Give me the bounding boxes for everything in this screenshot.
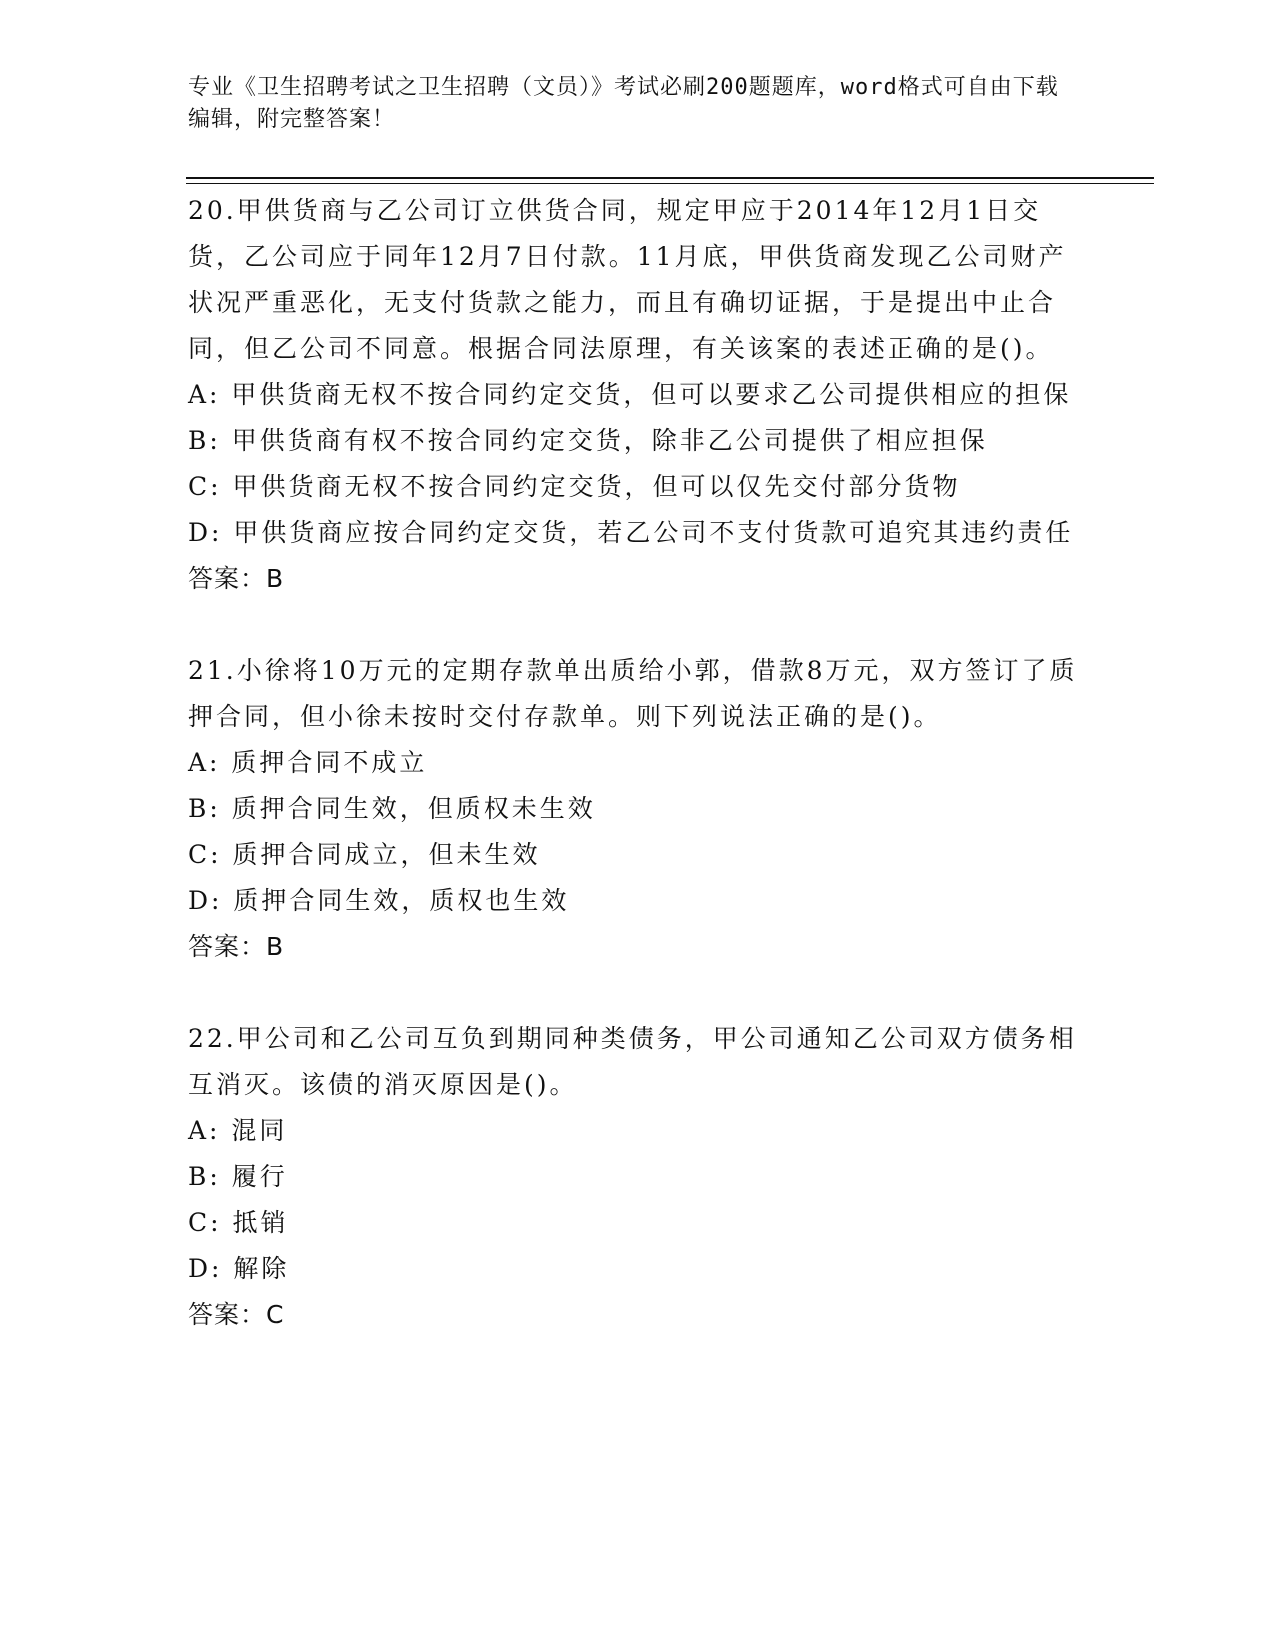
question-20 [188, 188, 1078, 602]
option-c: C: 质押合同成立，但未生效 [188, 840, 541, 869]
header-rule-thick [186, 177, 1154, 179]
question-text: 22.甲公司和乙公司互负到期同种类债务，甲公司通知乙公司双方债务相互消灭。该债的消灭原因是()。 [188, 1024, 1077, 1099]
option-a: A: 甲供货商无权不按合同约定交货，但可以要求乙公司提供相应的担保 [188, 380, 1072, 409]
option-c: C: 甲供货商无权不按合同约定交货，但可以仅先交付部分货物 [188, 472, 961, 501]
document-header: 专业《卫生招聘考试之卫生招聘（文员）》考试必刷200题题库，word格式可自由下载编辑，附完整答案！ [188, 75, 1059, 132]
answer: 答案：B [188, 564, 285, 593]
option-a: A: 混同 [188, 1116, 288, 1145]
question-21 [188, 648, 1078, 970]
question-gap [188, 970, 1078, 1016]
option-b: B: 质押合同生效，但质权未生效 [188, 794, 596, 823]
question-gap [188, 602, 1078, 648]
option-b: B: 甲供货商有权不按合同约定交货，除非乙公司提供了相应担保 [188, 426, 988, 455]
option-d: D: 甲供货商应按合同约定交货，若乙公司不支付货款可追究其违约责任 [188, 518, 1074, 547]
question-list [188, 188, 1078, 1338]
option-a: A: 质押合同不成立 [188, 748, 428, 777]
option-d: D: 解除 [188, 1254, 290, 1283]
option-c: C: 抵销 [188, 1208, 289, 1237]
answer: 答案：C [188, 1300, 285, 1329]
option-b: B: 履行 [188, 1162, 288, 1191]
answer: 答案：B [188, 932, 285, 961]
option-d: D: 质押合同生效，质权也生效 [188, 886, 570, 915]
question-text: 20.甲供货商与乙公司订立供货合同，规定甲应于2014年12月1日交货，乙公司应于同年12月7日付款。11月底，甲供货商发现乙公司财产状况严重恶化，无支付货款之能力，而且有确切证据，于是提出中止合同，但乙公司不同意。根据合同法原理，有关该案的表述正确的是()。 [188, 196, 1067, 363]
question-text: 21.小徐将10万元的定期存款单出质给小郭，借款8万元，双方签订了质押合同，但小徐未按时交付存款单。则下列说法正确的是()。 [188, 656, 1078, 731]
header-rule-thin [186, 183, 1154, 184]
question-22 [188, 1016, 1078, 1338]
